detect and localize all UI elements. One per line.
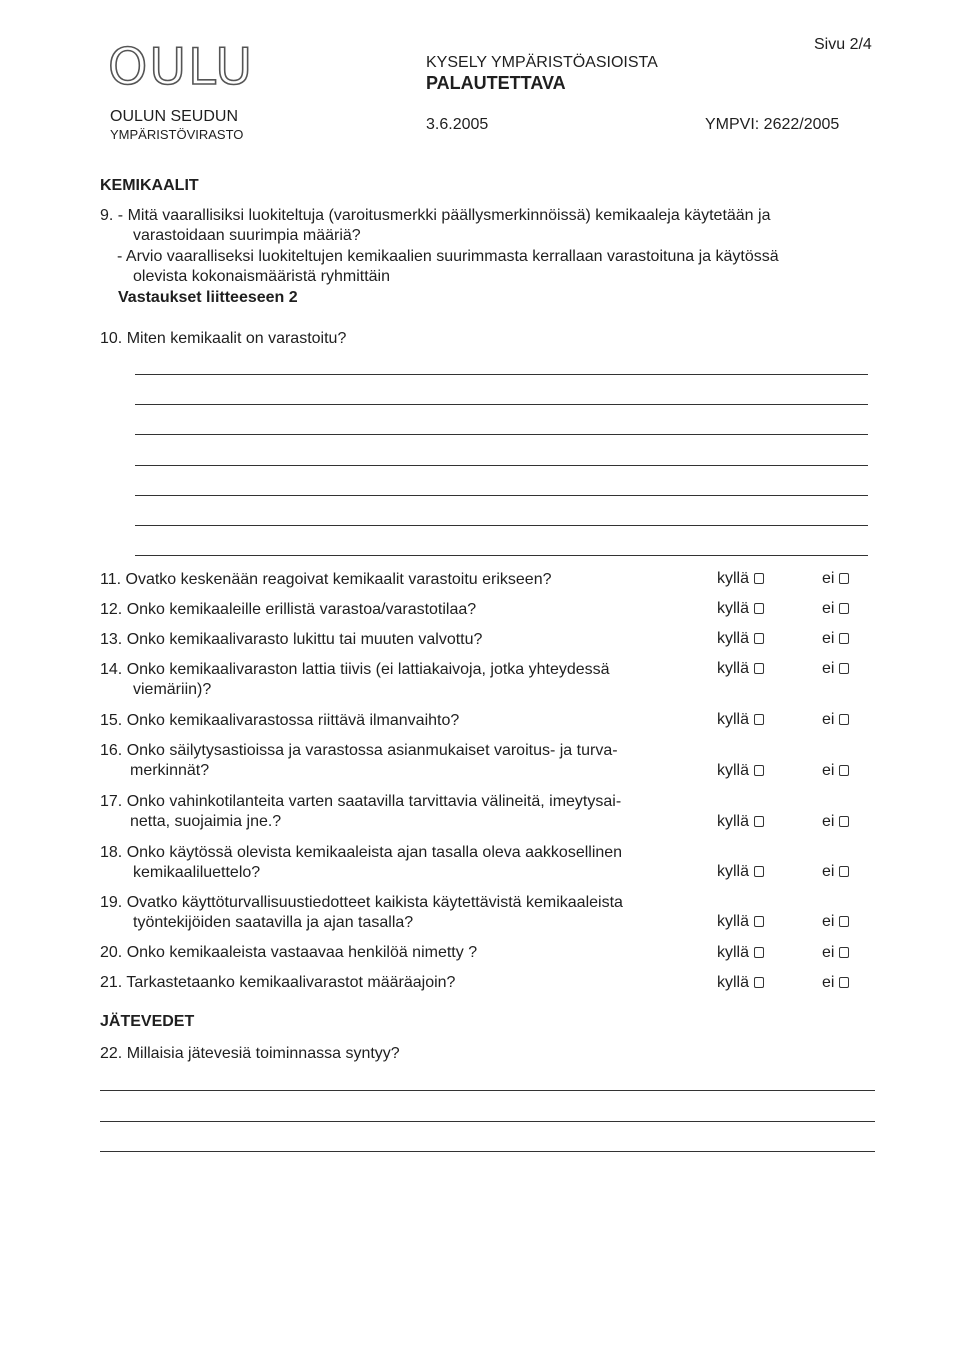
checkbox-icon[interactable] — [754, 573, 764, 584]
q12-yes-option[interactable] — [717, 600, 764, 618]
no-label: ei — [822, 762, 835, 779]
checkbox-icon[interactable] — [754, 765, 764, 776]
checkbox-icon[interactable] — [839, 573, 849, 584]
q10-answer-line[interactable] — [135, 465, 868, 466]
q22-label: 22. Millaisia jätevesiä toiminnassa syntyy? — [100, 1045, 400, 1062]
checkbox-icon[interactable] — [754, 916, 764, 927]
no-label: ei — [822, 974, 835, 991]
q18-yes-option[interactable] — [717, 863, 764, 881]
q10-label: 10. Miten kemikaalit on varastoitu? — [100, 330, 347, 347]
q11-no-option[interactable] — [822, 570, 849, 588]
q22-answer-line[interactable] — [100, 1151, 875, 1152]
q19-text-line2: työntekijöiden saatavilla ja ajan tasalla? — [133, 914, 414, 931]
yes-label: kyllä — [717, 813, 750, 830]
q22-answer-line[interactable] — [100, 1121, 875, 1122]
q16-text-line1: 16. Onko säilytysastioissa ja varastossa asianmukaiset varoitus- ja turva- — [100, 742, 618, 759]
q13-no-option[interactable] — [822, 630, 849, 648]
checkbox-icon[interactable] — [839, 663, 849, 674]
document-title: KYSELY YMPÄRISTÖASIOISTA — [426, 54, 658, 71]
q9-line3: - Arvio vaaralliseksi luokiteltujen kemikaalien suurimmasta kerrallaan varastoituna ja käytössä — [117, 248, 779, 265]
checkbox-icon[interactable] — [839, 714, 849, 725]
no-label: ei — [822, 711, 835, 728]
no-label: ei — [822, 630, 835, 647]
q14-yes-option[interactable] — [717, 660, 764, 678]
org-name-line2: YMPÄRISTÖVIRASTO — [110, 127, 244, 142]
q12-no-option[interactable] — [822, 600, 849, 618]
no-label: ei — [822, 660, 835, 677]
q9-line2: varastoidaan suurimpia määriä? — [133, 227, 361, 244]
q15-no-option[interactable] — [822, 711, 849, 729]
checkbox-icon[interactable] — [839, 866, 849, 877]
checkbox-icon[interactable] — [839, 947, 849, 958]
checkbox-icon[interactable] — [754, 714, 764, 725]
yes-label: kyllä — [717, 974, 750, 991]
q15-yes-option[interactable] — [717, 711, 764, 729]
q9-line1: 9. - Mitä vaarallisiksi luokiteltuja (varoitusmerkki päällysmerkinnöissä) kemikaaleja käytetään ja — [100, 207, 771, 224]
q13-text: 13. Onko kemikaalivarasto lukittu tai muuten valvottu? — [100, 631, 483, 648]
checkbox-icon[interactable] — [839, 633, 849, 644]
q18-text-line1: 18. Onko käytössä olevista kemikaaleista ajan tasalla oleva aakkosellinen — [100, 844, 623, 861]
section-heading-chemicals: KEMIKAALIT — [100, 177, 199, 194]
q19-text-line1: 19. Ovatko käyttöturvallisuustiedotteet kaikista käytettävistä kemikaaleista — [100, 894, 623, 911]
reference-number: YMPVI: 2622/2005 — [705, 116, 840, 133]
q18-text-line2: kemikaaliluettelo? — [133, 864, 261, 881]
q10-answer-line[interactable] — [135, 525, 868, 526]
checkbox-icon[interactable] — [839, 916, 849, 927]
yes-label: kyllä — [717, 944, 750, 961]
q10-answer-line[interactable] — [135, 404, 868, 405]
q19-yes-option[interactable] — [717, 913, 764, 931]
q12-text: 12. Onko kemikaaleille erillistä varastoa/varastotilaa? — [100, 601, 477, 618]
no-label: ei — [822, 570, 835, 587]
q11-text: 11. Ovatko keskenään reagoivat kemikaalit varastoitu erikseen? — [100, 571, 552, 588]
q16-yes-option[interactable] — [717, 762, 764, 780]
org-name-line1: OULUN SEUDUN — [110, 108, 239, 125]
document-subtitle: PALAUTETTAVA — [426, 73, 566, 93]
q22-answer-line[interactable] — [100, 1090, 875, 1091]
yes-label: kyllä — [717, 660, 750, 677]
q18-no-option[interactable] — [822, 863, 849, 881]
checkbox-icon[interactable] — [754, 663, 764, 674]
yes-label: kyllä — [717, 863, 750, 880]
q20-yes-option[interactable] — [717, 944, 764, 962]
checkbox-icon[interactable] — [754, 633, 764, 644]
oulu-logo: OULU — [108, 38, 254, 96]
checkbox-icon[interactable] — [839, 603, 849, 614]
q20-text: 20. Onko kemikaaleista vastaavaa henkilöä nimetty ? — [100, 944, 478, 961]
yes-label: kyllä — [717, 762, 750, 779]
section-heading-wastewater: JÄTEVEDET — [100, 1013, 195, 1030]
q21-text: 21. Tarkastetaanko kemikaalivarastot määräajoin? — [100, 974, 456, 991]
checkbox-icon[interactable] — [839, 816, 849, 827]
q16-text-line2: merkinnät? — [130, 762, 210, 779]
checkbox-icon[interactable] — [839, 765, 849, 776]
q19-no-option[interactable] — [822, 913, 849, 931]
q17-yes-option[interactable] — [717, 813, 764, 831]
checkbox-icon[interactable] — [754, 603, 764, 614]
checkbox-icon[interactable] — [754, 816, 764, 827]
checkbox-icon[interactable] — [754, 977, 764, 988]
q10-answer-line[interactable] — [135, 434, 868, 435]
yes-label: kyllä — [717, 630, 750, 647]
q17-text-line1: 17. Onko vahinkotilanteita varten saatavilla tarvittavia välineitä, imeytysai- — [100, 793, 622, 810]
no-label: ei — [822, 600, 835, 617]
checkbox-icon[interactable] — [754, 866, 764, 877]
q15-text: 15. Onko kemikaalivarastossa riittävä ilmanvaihto? — [100, 712, 460, 729]
page-number: Sivu 2/4 — [814, 36, 872, 53]
q21-no-option[interactable] — [822, 974, 849, 992]
q13-yes-option[interactable] — [717, 630, 764, 648]
q11-yes-option[interactable] — [717, 570, 764, 588]
no-label: ei — [822, 913, 835, 930]
q14-text-line2: viemäriin)? — [133, 681, 212, 698]
q10-answer-line[interactable] — [135, 555, 868, 556]
yes-label: kyllä — [717, 913, 750, 930]
q10-answer-line[interactable] — [135, 374, 868, 375]
q9-answer-note: Vastaukset liitteeseen 2 — [118, 289, 298, 306]
no-label: ei — [822, 944, 835, 961]
no-label: ei — [822, 863, 835, 880]
yes-label: kyllä — [717, 570, 750, 587]
checkbox-icon[interactable] — [839, 977, 849, 988]
q14-no-option[interactable] — [822, 660, 849, 678]
yes-label: kyllä — [717, 711, 750, 728]
q17-text-line2: netta, suojaimia jne.? — [130, 813, 282, 830]
q14-text-line1: 14. Onko kemikaalivaraston lattia tiivis (ei lattiakaivoja, jotka yhteydessä — [100, 661, 610, 678]
q10-answer-line[interactable] — [135, 495, 868, 496]
yes-label: kyllä — [717, 600, 750, 617]
q20-no-option[interactable] — [822, 944, 849, 962]
q17-no-option[interactable] — [822, 813, 849, 831]
q9-line4: olevista kokonaismääristä ryhmittäin — [133, 268, 390, 285]
checkbox-icon[interactable] — [754, 947, 764, 958]
no-label: ei — [822, 813, 835, 830]
document-date: 3.6.2005 — [426, 116, 489, 133]
q16-no-option[interactable] — [822, 762, 849, 780]
q21-yes-option[interactable] — [717, 974, 764, 992]
